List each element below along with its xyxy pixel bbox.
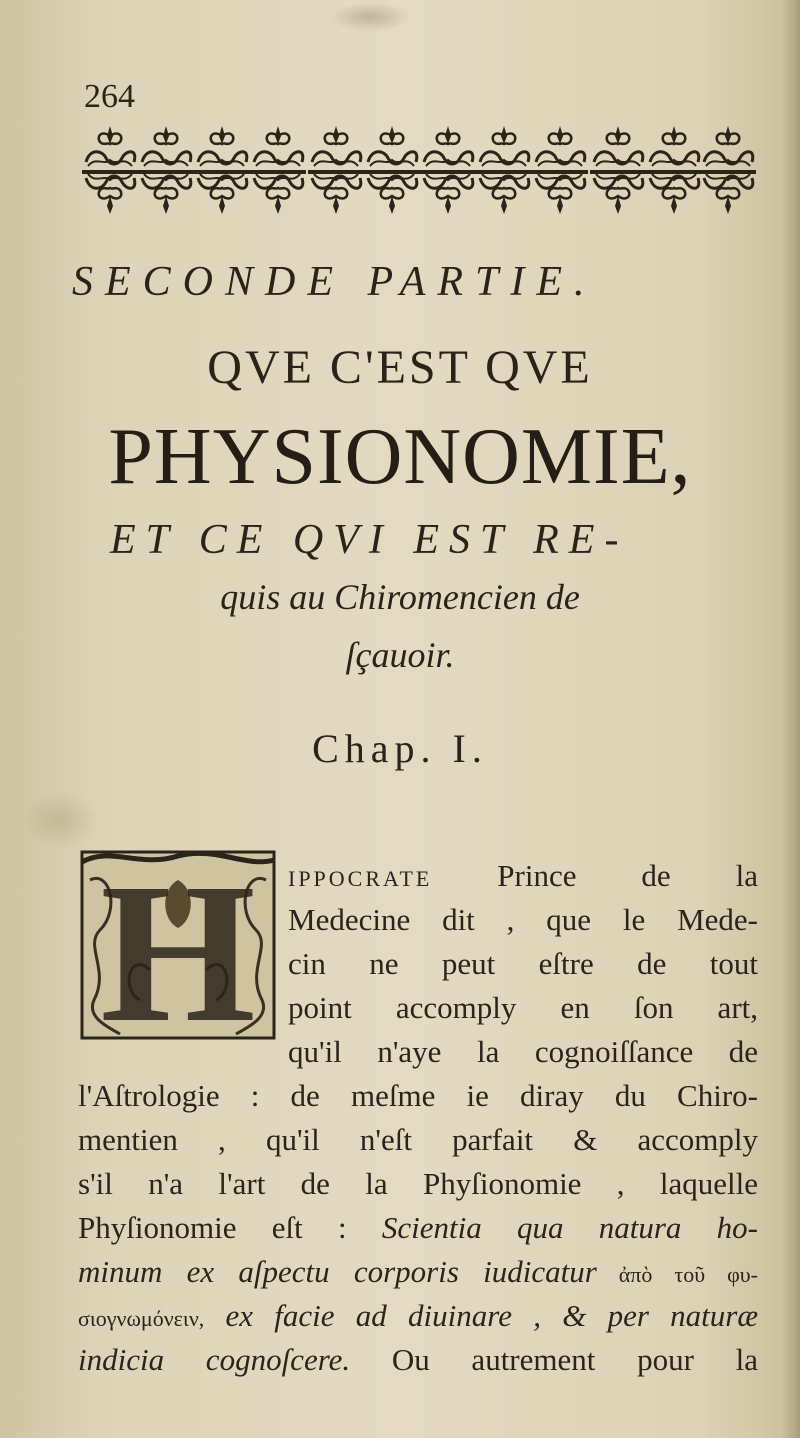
- latin-text: minum ex aſpectu corporis iudicatur: [78, 1254, 597, 1289]
- body-line-3: cin ne peut eſtre de tout: [288, 946, 758, 981]
- body-line-5: qu'il n'aye la cognoiſſance de: [288, 1034, 758, 1069]
- body-line-4: point accomply en ſon art,: [288, 990, 758, 1025]
- latin-text: ex facie ad diuinare , & per naturæ: [204, 1298, 758, 1333]
- decorated-initial-letter: [80, 850, 276, 1040]
- body-text: Prince de la: [432, 858, 758, 893]
- body-line-7: mentien , qu'il n'eſt parfait & accomply: [78, 1122, 758, 1157]
- body-line-6: l'Aſtrologie : de meſme ie diray du Chiro-: [78, 1078, 758, 1113]
- body-line-9: [78, 1210, 758, 1246]
- page-number: 264: [84, 78, 135, 115]
- greek-text: ἀπὸ τοῦ φυ-: [596, 1262, 758, 1287]
- body-line-1: [288, 858, 758, 894]
- chapter-title-line-3: ET CE QVI EST RE-: [110, 517, 629, 563]
- latin-text: Scientia qua natura ho-: [381, 1210, 758, 1245]
- chapter-title-line-4: quis au Chiromencien de: [220, 577, 580, 617]
- body-text: Phyſionomie eſt :: [78, 1210, 382, 1245]
- dropcap-letter: H: [100, 850, 256, 1040]
- chapter-number: Chap. I.: [312, 726, 488, 771]
- chapter-title-line-1: QVE C'EST QVE: [207, 341, 593, 394]
- body-line-12: [78, 1342, 758, 1378]
- greek-text: σιογνωμόνειν,: [78, 1306, 205, 1331]
- chapter-title-line-5: ſçauoir.: [345, 635, 455, 675]
- latin-text: indicia cognoſcere.: [78, 1342, 351, 1377]
- chapter-title-main: PHYSIONOMIE,: [108, 413, 692, 501]
- fleuron-ornament-band: [82, 112, 756, 230]
- body-line-8: s'il n'a l'art de la Phyſionomie , laquelle: [78, 1166, 758, 1201]
- paper-stain: [330, 2, 410, 32]
- paper-stain: [20, 790, 100, 850]
- body-text: Ou autrement pour la: [350, 1342, 758, 1377]
- body-line-2: Medecine dit , que le Mede-: [288, 902, 758, 937]
- part-title: SECONDE PARTIE.: [72, 259, 597, 305]
- author-name: ippocrate: [288, 858, 433, 893]
- body-line-10: [78, 1254, 758, 1290]
- body-line-11: [78, 1298, 758, 1334]
